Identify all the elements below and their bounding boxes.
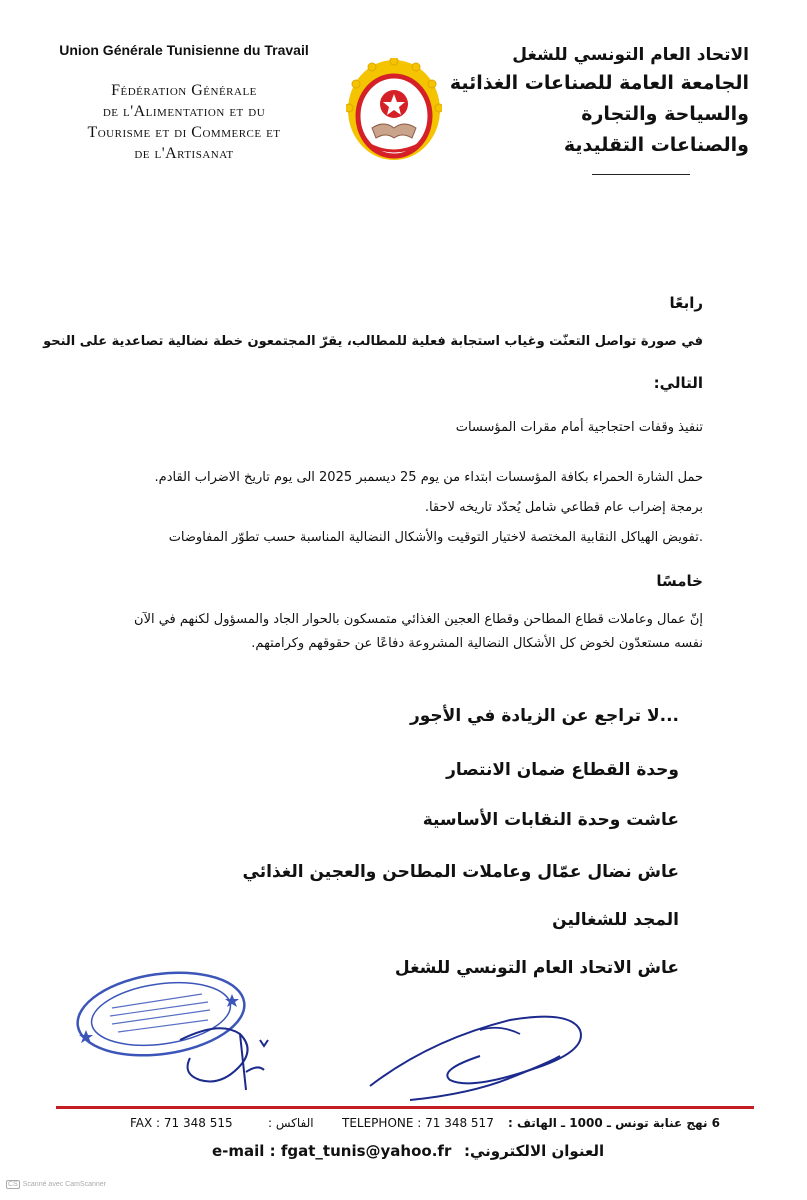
letterhead-ar-line-3: والسياحة والتجارة [581,103,749,125]
slogan-2: وحدة القطاع ضمان الانتصار [446,760,679,780]
slogan-6: عاش الاتحاد العام التونسي للشغل [394,958,679,978]
ugtt-logo-icon [346,58,442,162]
section-4-para-line-1: في صورة تواصل التعنّت وغياب استجابة فعلية للمطالب، يقرّ المجتمعون خطة نضالية تصاعدية على النحو [43,334,703,349]
action-item-2: حمل الشارة الحمراء بكافة المؤسسات ابتداء من يوم 25 ديسمبر 2025 الى يوم تاريخ الاضراب القادم. [154,470,703,485]
address-ar: 6 نهج عنابة تونس ـ 1000 ـ الهاتف : [508,1116,720,1130]
slogan-4: عاش نضال عمّال وعاملات المطاحن والعجين الغذائي [242,862,679,882]
letterhead-ar-line-1: الاتحاد العام التونسي للشغل [512,45,749,65]
federation-line-4: de l'Artisanat [134,145,234,162]
letterhead-ar-line-4: والصناعات التقليدية [563,134,749,156]
section-5-line-1: إنّ عمال وعاملات قطاع المطاحن وقطاع العجين الغذائي متمسكون بالحوار الجاد والمسؤول لكنهم في الآن [134,612,703,627]
section-5-title: خامسًا [656,572,703,590]
slogan-1: ...لا تراجع عن الزيادة في الأجور [409,706,679,726]
fax-label-ar: : الفاكس [268,1116,314,1130]
federation-name-fr [34,80,334,164]
slogan-3: عاشت وحدة النقابات الأساسية [422,810,679,830]
action-item-4: .تفويض الهياكل النقابية المختصة لاختيار التوقيت والأشكال النضالية المناسبة حسب تطوّر المفاوضات [168,530,703,545]
camscanner-badge: CS [8,1181,18,1188]
section-4-title: رابعًا [669,294,703,312]
signature-2-icon [350,1000,600,1110]
footer-email-line [212,1142,612,1166]
letterhead-ar-line-2: الجامعة العامة للصناعات الغذائية [449,72,749,94]
action-item-1: تنفيذ وقفات احتجاجية أمام مقرات المؤسسات [455,420,703,435]
footer-contact-line [120,1116,720,1136]
section-5-line-2: نفسه مستعدّون لخوض كل الأشكال النضالية المشروعة دفاعًا عن حقوقهم وكرامتهم. [251,636,703,651]
camscanner-text: Scanné avec CamScanner [22,1181,107,1188]
email-label-ar: :العنوان الالكتروني [464,1142,605,1160]
union-name-fr: Union Générale Tunisienne du Travail [59,42,309,58]
header-divider [592,174,690,175]
letterhead-ar [429,42,749,161]
federation-line-2: de l'Alimentation et du [102,103,266,120]
scanner-watermark [6,1180,106,1189]
federation-line-1: Fédération Générale [111,82,257,99]
telephone-number: TELEPHONE : 71 348 517 [342,1116,494,1130]
action-item-3: برمجة إضراب عام قطاعي شامل يُحدّد تاريخه لاحقا. [424,500,703,515]
fax-number: FAX : 71 348 515 [130,1116,233,1130]
federation-line-3: Tourisme et di Commerce et [87,124,281,141]
section-4-para-line-2: التالي: [653,374,703,392]
slogan-5: المجد للشغالين [552,910,679,930]
signature-icon [160,1010,300,1102]
email-address[interactable]: e-mail : fgat_tunis@yahoo.fr [212,1142,452,1160]
footer-divider [56,1106,754,1109]
